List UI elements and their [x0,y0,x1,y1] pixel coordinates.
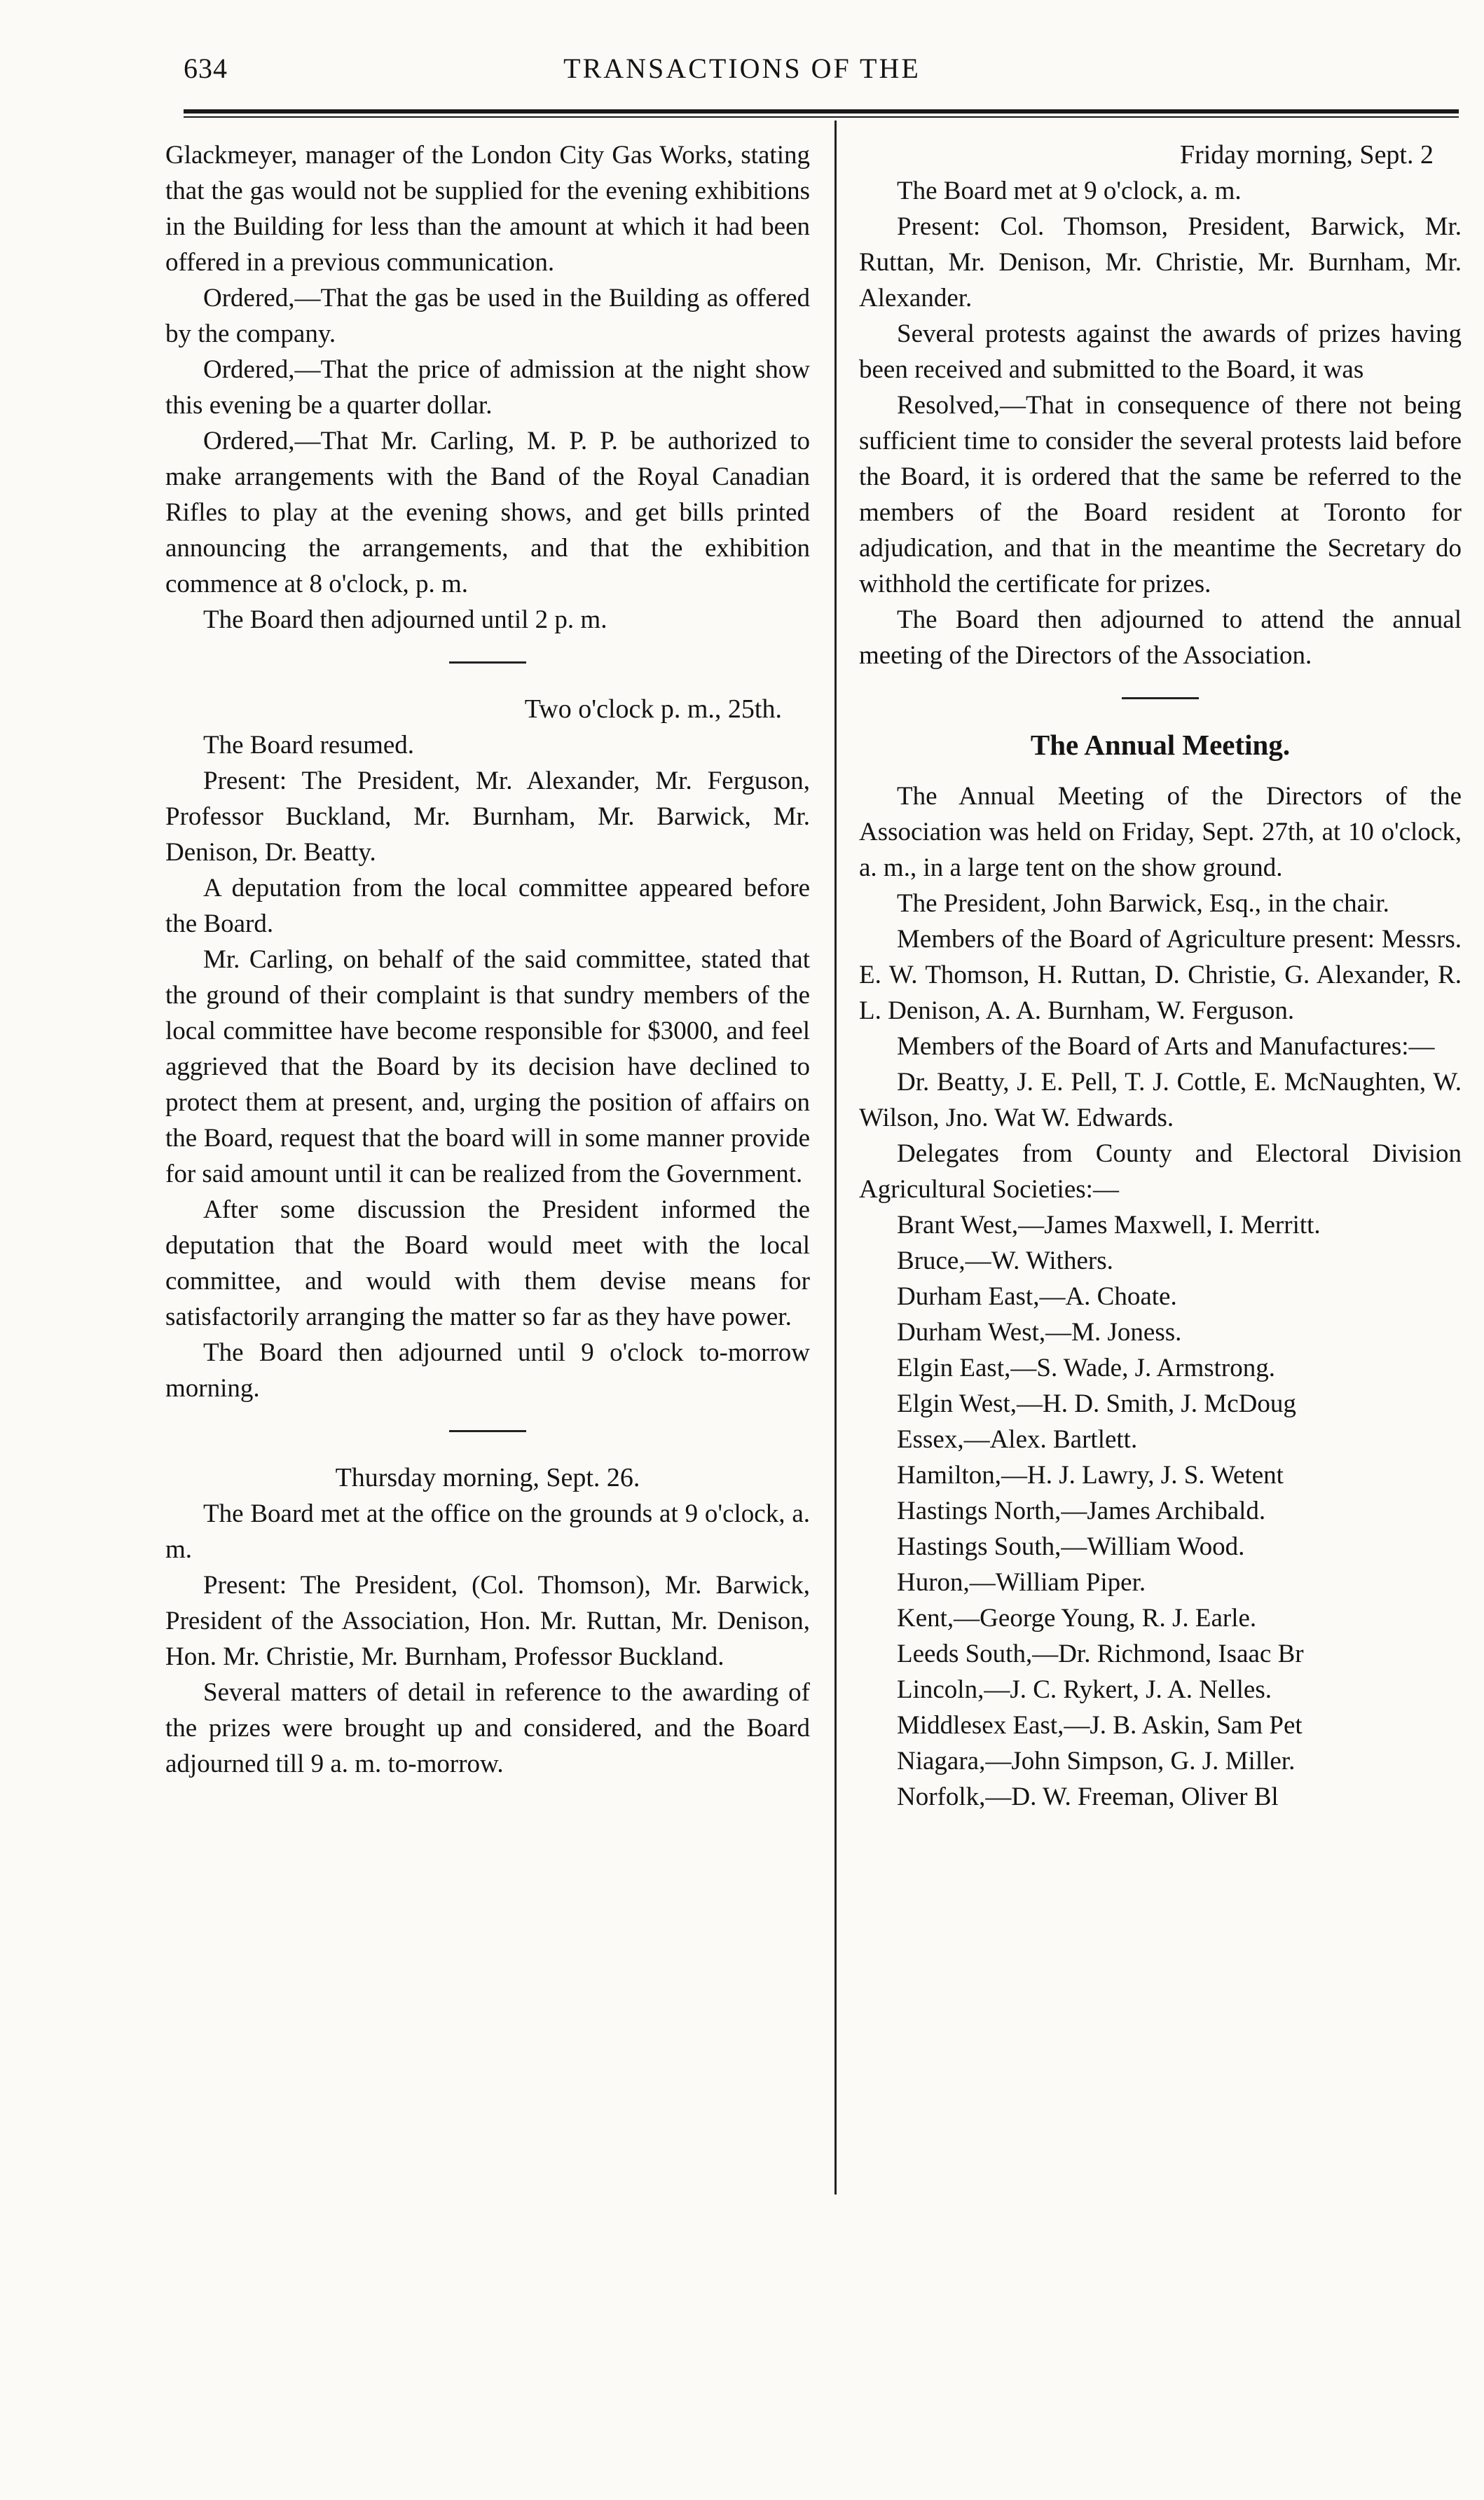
right-column [859,137,1462,1815]
paragraph: Present: The President, (Col. Thomson), Mr. Barwick, President of the Association, Hon. Mr. Ruttan, Mr. Denison, Hon. Mr. Christie, Mr. Burnham, Professor Buckland. [165,1571,810,1671]
paragraph: The Board met at the office on the grounds at 9 o'clock, a. m. [165,1499,810,1564]
paragraph: Several protests against the awards of prizes having been received and submitted to the Board, it was [859,320,1462,384]
paragraph: Members of the Board of Arts and Manufactures:— [897,1032,1435,1061]
section-separator [1122,697,1199,699]
delegate-entry: Durham West,—M. Joness. [897,1318,1182,1347]
column-divider [834,121,837,2195]
paragraph: Ordered,—That the gas be used in the Building as offered by the company. [165,284,810,348]
left-column [165,137,810,1782]
session-dateline: Thursday morning, Sept. 26. [335,1463,640,1492]
paragraph: The Board then adjourned to attend the annual meeting of the Directors of the Association. [859,605,1462,670]
paragraph: Mr. Carling, on behalf of the said committee, stated that the ground of their complaint is that sundry members of the local committee have become responsible for $3000, and feel aggrieved that the Board by its decision have declined to protect them at present, and, urging the position of affairs on the Board, request that the board will in some manner provide for said amount until it can be realized from the Government. [165,945,810,1188]
paragraph: The Board then adjourned until 2 p. m. [203,605,607,634]
delegate-entry: Kent,—George Young, R. J. Earle. [897,1604,1257,1633]
paragraph: Resolved,—That in consequence of there not being sufficient time to consider the several protests laid before the Board, it is ordered that the same be referred to the members of the Board resident at Toronto for adjudication, and that in the meantime the Secretary do withhold the certificate for prizes. [859,391,1462,598]
paragraph: Several matters of detail in reference to the awarding of the prizes were brought up and considered, and the Board adjourned till 9 a. m. to-morrow. [165,1678,810,1778]
running-title: TRANSACTIONS OF THE [563,53,921,84]
paragraph: Delegates from County and Electoral Division Agricultural Societies:— [859,1139,1462,1204]
delegate-entry: Hastings North,—James Archibald. [897,1497,1266,1525]
section-separator [449,1430,526,1432]
delegate-entry: Niagara,—John Simpson, G. J. Miller. [897,1747,1296,1776]
delegate-entry: Essex,—Alex. Bartlett. [897,1425,1138,1454]
paragraph: Members of the Board of Agriculture present: Messrs. E. W. Thomson, H. Ruttan, D. Christie, G. Alexander, R. L. Denison, A. A. Burnham, W. Ferguson. [859,925,1462,1025]
delegate-entry: Elgin West,—H. D. Smith, J. McDoug [897,1389,1296,1418]
delegate-entry: Middlesex East,—J. B. Askin, Sam Pet [897,1711,1303,1740]
paragraph: The Board then adjourned until 9 o'clock to-morrow morning. [165,1338,810,1403]
delegate-entry: Durham East,—A. Choate. [897,1282,1177,1311]
paragraph: After some discussion the President informed the deputation that the Board would meet with the local committee, and would with them devise means for satisfactorily arranging the matter so far as they have power. [165,1195,810,1331]
delegate-entry: Hamilton,—H. J. Lawry, J. S. Wetent [897,1461,1284,1490]
delegate-entry: Brant West,—James Maxwell, I. Merritt. [897,1211,1321,1239]
paragraph: Present: Col. Thomson, President, Barwick, Mr. Ruttan, Mr. Denison, Mr. Christie, Mr. Burnham, Mr. Alexander. [859,212,1462,312]
paragraph: The Board resumed. [203,731,415,760]
section-separator [449,661,526,664]
delegate-entry: Norfolk,—D. W. Freeman, Oliver Bl [897,1783,1279,1811]
delegate-entry: Bruce,—W. Withers. [897,1246,1113,1275]
delegate-entry: Lincoln,—J. C. Rykert, J. A. Nelles. [897,1675,1272,1704]
section-heading: The Annual Meeting. [1030,729,1291,761]
delegate-entry: Huron,—William Piper. [897,1568,1146,1597]
paragraph: The President, John Barwick, Esq., in the chair. [897,889,1389,918]
paragraph: A deputation from the local committee appeared before the Board. [165,874,810,938]
delegate-entry: Hastings South,—William Wood. [897,1532,1245,1561]
delegate-entry: Leeds South,—Dr. Richmond, Isaac Br [897,1640,1304,1668]
paragraph: Present: The President, Mr. Alexander, Mr. Ferguson, Professor Buckland, Mr. Burnham, Mr. Barwick, Mr. Denison, Dr. Beatty. [165,767,810,867]
header-rule-thick [184,109,1459,114]
page-number: 634 [184,53,228,84]
paragraph: Glackmeyer, manager of the London City Gas Works, stating that the gas would not be supplied for the evening exhibitions in the Building for less than the amount at which it had been offered in a previous communication. [165,141,810,277]
paragraph: Dr. Beatty, J. E. Pell, T. J. Cottle, E. McNaughten, W. Wilson, Jno. Wat W. Edwards. [859,1068,1462,1132]
paragraph: Ordered,—That Mr. Carling, M. P. P. be authorized to make arrangements with the Band of the Royal Canadian Rifles to play at the evening shows, and get bills printed announcing the arrangements, and that the exhibition commence at 8 o'clock, p. m. [165,427,810,598]
session-dateline: Two o'clock p. m., 25th. [524,694,782,724]
paragraph: The Board met at 9 o'clock, a. m. [897,177,1242,205]
paragraph: The Annual Meeting of the Directors of the Association was held on Friday, Sept. 27th, at 10 o'clock, a. m., in a large tent on the show ground. [859,782,1462,882]
session-dateline: Friday morning, Sept. 2 [1179,140,1434,170]
paragraph: Ordered,—That the price of admission at the night show this evening be a quarter dollar. [165,355,810,420]
header-rule-thin [184,116,1459,118]
delegate-entry: Elgin East,—S. Wade, J. Armstrong. [897,1354,1276,1382]
